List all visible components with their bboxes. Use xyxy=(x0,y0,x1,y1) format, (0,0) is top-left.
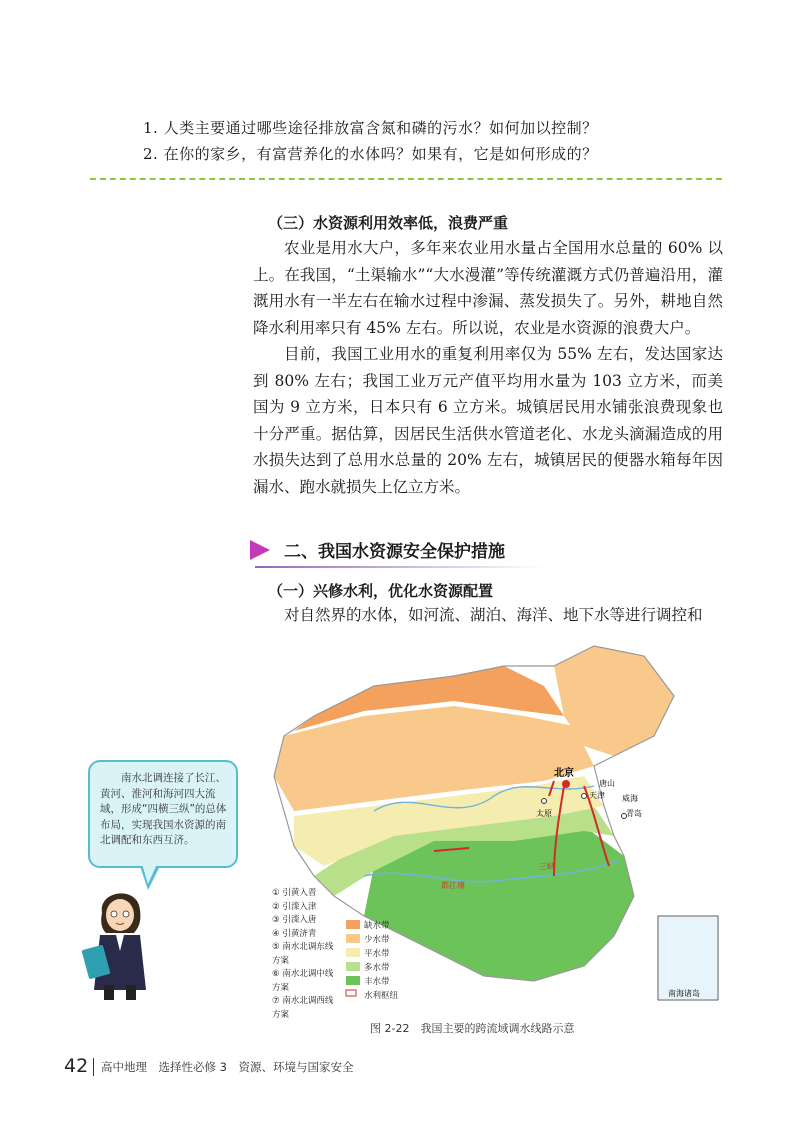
section3-para-2: 目前，我国工业用水的重复利用率仅为 55% 左右，发达国家达到 80% 左右；我国工业万元产值平均用水量为 103 立方米，而美国为 9 立方米，日本只有 6 立方米。城镇居民用水铺张浪费现象也十分严重。据估算，因居民生活供水管道老化、水龙头滴漏造成的用水损失达到了总用水总量的 20% 左右，城镇居民的便器水箱每年因漏水、跑水就损失上亿立方米。 xyxy=(253,345,723,496)
triangle-marker-icon xyxy=(250,540,270,560)
page-number: 42 xyxy=(64,1055,89,1077)
section2-para: 对自然界的水体，如河流、湖泊、海洋、地下水等进行调控和 xyxy=(284,606,703,624)
bubble-tail-inner xyxy=(142,864,157,884)
section3-heading: （三）水资源利用效率低，浪费严重 xyxy=(268,214,509,232)
legend-swatch-4 xyxy=(346,962,360,971)
map-tangshan-label: 唐山 xyxy=(599,779,615,788)
student-illustration-icon xyxy=(80,885,160,1000)
beijing-star-icon xyxy=(562,780,570,788)
tianjin-marker xyxy=(582,794,587,799)
section2-body xyxy=(253,602,723,629)
map-sanxia-label: 三峡 xyxy=(539,862,555,871)
figure-caption: 图 2-22 我国主要的跨流域调水线路示意 xyxy=(370,1022,575,1035)
map-beijing-label: 北京 xyxy=(554,768,574,779)
legend-swatch-hub xyxy=(346,990,356,996)
question-2: 2. 在你的家乡，有富营养化的水体吗？如果有，它是如何形成的？ xyxy=(143,145,598,163)
question-1: 1. 人类主要通过哪些途径排放富含氮和磷的污水？如何加以控制？ xyxy=(143,119,598,137)
section3-para-1: 农业是用水大户，多年来农业用水量占全国用水总量的 60% 以上。在我国，“土渠输水”“大水漫灌”等传统灌溉方式仍普遍沿用，灌溉用水有一半左右在输水过程中渗漏、蒸发损失了。另外，耕地自然降水利用率只有 45% 左右。所以说，农业是水资源的浪费大户。 xyxy=(253,239,723,337)
legend-swatch-1 xyxy=(346,920,360,929)
taiyuan-marker xyxy=(542,799,547,804)
footer-divider xyxy=(93,1058,94,1076)
map-taiyuan-label: 太原 xyxy=(536,809,552,818)
map-weihai-label: 威海 xyxy=(622,794,638,803)
route-legend xyxy=(272,887,334,1022)
book-title: 高中地理 选择性必修 3 资源、环境与国家安全 xyxy=(101,1060,354,1074)
zone-legend-3: 平水带 xyxy=(364,949,390,959)
section2-subheading: （一）兴修水利，优化水资源配置 xyxy=(268,582,494,600)
section2-heading: 二、我国水资源安全保护措施 xyxy=(284,542,505,562)
zone-legend xyxy=(364,919,398,1003)
tip-bubble: 南水北调连接了长江、黄河、淮河和海河四大流域，形成“四横三纵”的总体布局，实现我国水资源的南北调配和东西互济。 xyxy=(88,760,238,868)
map-qingdao-label: 青岛 xyxy=(626,809,642,818)
map-dujiangyan-label: 都江堰 xyxy=(441,881,465,890)
route-legend-1: ① 引黄入晋 xyxy=(272,888,317,898)
route-legend-5: ⑤ 南水北调东线方案 xyxy=(272,942,334,966)
zone-legend-4: 多水带 xyxy=(364,963,390,973)
zone-legend-hub: 水利枢纽 xyxy=(364,991,399,1001)
legend-swatch-5 xyxy=(346,976,360,985)
zone-legend-5: 丰水带 xyxy=(364,977,390,987)
section2-heading-block xyxy=(250,533,550,567)
zone-legend-1: 缺水带 xyxy=(364,921,390,931)
section3-body xyxy=(253,235,723,500)
route-legend-3: ③ 引滦入唐 xyxy=(272,915,317,925)
route-legend-2: ② 引滦入津 xyxy=(272,901,317,912)
route-legend-7: ⑦ 南水北调西线方案 xyxy=(272,996,334,1020)
dashed-divider xyxy=(90,178,722,180)
heading-underline xyxy=(255,566,545,568)
route-legend-6: ⑥ 南水北调中线方案 xyxy=(272,969,334,993)
legend-swatch-2 xyxy=(346,934,360,943)
map-tianjin-label: 天津 xyxy=(589,791,605,800)
zone-legend-2: 少水带 xyxy=(364,935,390,945)
map-nanhai-label: 南海诸岛 xyxy=(668,989,700,998)
route-legend-4: ④ 引黄济青 xyxy=(272,928,317,939)
legend-swatch-3 xyxy=(346,948,360,957)
